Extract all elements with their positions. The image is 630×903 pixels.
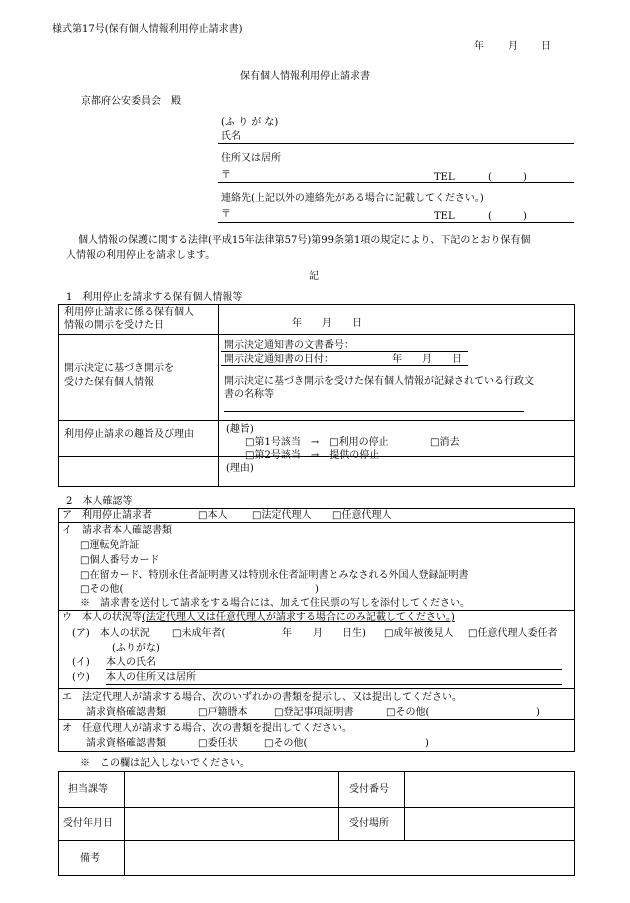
office-col-divider-3 (404, 771, 405, 840)
a-label: ア 利用停止請求者 (62, 510, 152, 521)
row2-doc-date-value[interactable]: 年 月 日 (392, 354, 462, 365)
section2-divider-i (58, 610, 575, 611)
contact-label: 連絡先(上記以外の連絡先がある場合に記載してください。) (221, 193, 484, 204)
a-option-legal: □ 法定代理人 (252, 510, 311, 522)
office-col-divider-2 (338, 771, 339, 840)
u-i-text: 本人の氏名 (106, 657, 156, 668)
postal-mark: 〒 (221, 170, 231, 181)
section1-left-extend (58, 420, 59, 486)
row3-purpose-label: (趣旨) (226, 424, 254, 435)
remarks-label: 備考 (80, 853, 100, 864)
document-title: 保有個人情報利用停止請求書 (240, 71, 370, 82)
u-label: ウ 本人の状況等(法定代理人又は任意代理人が請求する場合にのみ記載してください。) (62, 612, 455, 623)
a-option-voluntary: □ 任意代理人 (332, 510, 391, 522)
section1-heading: 1 利用停止を請求する保有個人情報等 (66, 292, 243, 303)
row2-desc-line2: 書の名称等 (224, 389, 274, 400)
e-option-koseki: □ 戸籍謄本 (198, 707, 247, 719)
ki-label: 記 (309, 271, 319, 282)
tel-paren-open: ( (488, 172, 492, 183)
office-table (58, 771, 575, 876)
office-note: ※ この欄は記入しないでください。 (80, 758, 250, 769)
section2-divider-e (58, 719, 575, 720)
name-field-line[interactable] (218, 143, 574, 144)
tel-label-2: TEL (434, 211, 455, 222)
i-option-other: □ その他( (80, 584, 123, 596)
intro-text-line-1: 個人情報の保護に関する法律(平成15年法律第57号)第99条第1項の規定により、下記のとおり保有個 (78, 235, 531, 246)
name-label: 氏名 (221, 131, 241, 142)
o-option-other: □ その他( (264, 738, 307, 750)
e-option-registry: □ 登記事項証明書 (274, 707, 353, 719)
address-label: 住所又は居所 (221, 153, 281, 164)
i-option-mynumber: □ 個人番号カード (80, 555, 159, 567)
section1-right-extend (574, 420, 575, 486)
address-field-line[interactable] (218, 182, 574, 183)
o-docs-label: 請求資格確認書類 (86, 738, 166, 749)
row3-option-erase: □ 消去 (430, 437, 459, 449)
row2-desc-field-line[interactable] (224, 411, 524, 412)
dept-label: 担当課等 (68, 784, 108, 795)
row2-doc-number-line[interactable] (221, 351, 468, 352)
row2-desc-line1: 開示決定に基づき開示を受けた保有個人情報が記録されている行政文 (224, 376, 534, 387)
row1-label-line2: 情報の開示を受けた日 (64, 320, 164, 331)
row2-label-line2: 受けた保有個人情報 (64, 377, 154, 388)
u-name-line[interactable] (106, 669, 562, 670)
section1-row-divider-2 (58, 420, 575, 421)
row3-reason-label: (理由) (226, 463, 254, 474)
office-row-divider-2 (58, 840, 575, 841)
i-option-other-close: ) (315, 584, 319, 595)
o-label: オ 任意代理人が請求する場合、次の書類を提出してください。 (62, 723, 352, 734)
office-col-divider-1 (124, 771, 125, 876)
row2-doc-date-label: 開示決定通知書の日付： (224, 354, 334, 365)
section1-bottom-left-line (58, 486, 218, 487)
u-i-label: (イ) (72, 657, 90, 668)
form-number: 様式第17号(保有個人情報利用停止請求書) (52, 24, 243, 35)
e-option-other-close: ) (536, 707, 540, 718)
i-option-license: □ 運転免許証 (80, 540, 139, 552)
i-label: イ 請求者本人確認書類 (62, 525, 172, 536)
row3-label: 利用停止請求の趣旨及び理由 (64, 429, 194, 440)
section2-divider-u (58, 688, 575, 689)
section1-bottom-line (218, 486, 575, 487)
section1-col-extend (218, 420, 219, 486)
u-a-birth: 日生) (342, 628, 366, 639)
postal-mark-2: 〒 (221, 209, 231, 220)
office-row-divider-1 (58, 807, 575, 808)
u-a-ward: □ 成年被後見人 (384, 628, 453, 640)
intro-text-line-2: 人情報の利用停止を請求します。 (66, 250, 216, 261)
date-month-label: 月 (508, 41, 518, 52)
e-docs-label: 請求資格確認書類 (86, 707, 166, 718)
row1-label-line1: 利用停止請求に係る保有個人 (64, 307, 194, 318)
stop-use-checkbox[interactable] (329, 437, 338, 448)
tel-paren-open-2: ( (488, 211, 492, 222)
tel-paren-close-2: ) (523, 211, 527, 222)
row2-label-line1: 開示決定に基づき開示を (64, 363, 174, 374)
date-day-label: 日 (541, 41, 551, 52)
o-option-other-close: ) (425, 738, 429, 749)
e-option-other: □ その他( (386, 707, 429, 719)
receipt-number-label: 受付番号 (349, 784, 389, 795)
row3-option-2: □ 第2号該当 → 提供の停止 (245, 450, 379, 462)
u-address-line[interactable] (106, 684, 562, 685)
addressee: 京都府公安委員会 殿 (81, 96, 181, 107)
section2-heading: 2 本人確認等 (66, 496, 133, 507)
u-a-delegator: □ 任意代理人委任者 (468, 628, 557, 640)
furigana-label: (ふ り が な) (221, 117, 279, 128)
section2-divider-a (58, 522, 575, 523)
u-furigana: (ふりがな) (112, 643, 160, 654)
tel-paren-close: ) (523, 172, 527, 183)
u-a-month: 月 (313, 628, 323, 639)
a-option-self: □ 本人 (198, 510, 227, 522)
row3-option-1: □ 第1号該当 → □ 利用の停止 (245, 437, 389, 449)
u-a-label: (ア) 本人の状況 (72, 628, 150, 639)
i-option-residence: □ 在留カード、特別永住者証明書又は特別永住者証明書とみなされる外国人登録証明書 (80, 570, 469, 582)
u-a-year: 年 (282, 628, 292, 639)
o-option-proxy: □ 委任状 (198, 738, 237, 750)
row2-doc-date-line (221, 365, 468, 366)
u-u-label: (ウ) (72, 672, 90, 683)
u-note: (法定代理人又は任意代理人が請求する場合にのみ記載してください。) (142, 612, 455, 623)
e-label: エ 法定代理人が請求する場合、次のいずれかの書類を提示し、又は提出してください。 (62, 692, 462, 703)
u-a-minor: □ 未成年者( (172, 628, 225, 640)
date-year-label: 年 (474, 41, 484, 52)
section1-row-divider-1 (58, 334, 575, 335)
contact-field-line[interactable] (218, 222, 574, 223)
receipt-date-label: 受付年月日 (63, 818, 113, 829)
tel-label: TEL (434, 172, 455, 183)
row1-date[interactable]: 年 月 日 (292, 318, 362, 329)
u-u-text: 本人の住所又は居所 (106, 672, 196, 683)
row2-doc-number-label: 開示決定通知書の文書番号： (224, 340, 354, 351)
i-note: ※ 請求書を送付して請求をする場合には、加えて住民票の写しを添付してください。 (80, 598, 470, 609)
receipt-place-label: 受付場所 (349, 818, 389, 829)
